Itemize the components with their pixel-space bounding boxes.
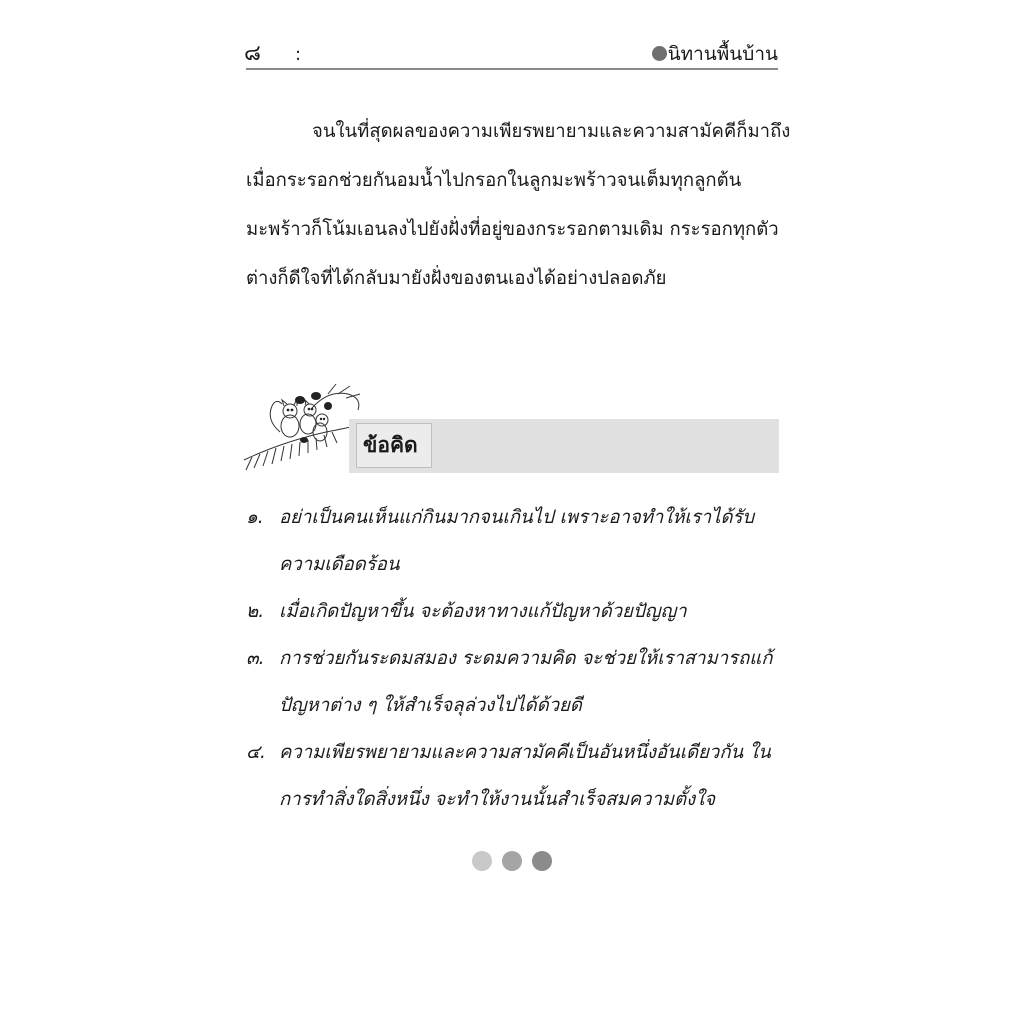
paragraph-line: มะพร้าวก็โน้มเอนลงไปยังฝั่งที่อยู่ของกระรอกตามเดิม กระรอกทุกตัว bbox=[246, 219, 779, 240]
end-dot-icon bbox=[472, 851, 492, 871]
list-item bbox=[246, 594, 779, 641]
list-item bbox=[246, 735, 779, 829]
list-item-line: เมื่อเกิดปัญหาขึ้น จะต้องหาทางแก้ปัญหาด้วยปัญญา bbox=[279, 601, 687, 622]
list-item-number: ๑. bbox=[246, 507, 264, 528]
list-item-number: ๔. bbox=[246, 742, 266, 763]
header-colon: : bbox=[295, 44, 302, 65]
squirrels-illustration-icon bbox=[242, 380, 364, 472]
page-number: ๘ bbox=[244, 41, 261, 66]
lessons-list bbox=[246, 500, 779, 829]
list-item-line: อย่าเป็นคนเห็นแก่กินมากจนเกินไป เพราะอาจทำให้เราได้รับ bbox=[279, 507, 755, 528]
header-rule bbox=[246, 68, 778, 70]
list-item-line: ความเดือดร้อน bbox=[279, 554, 400, 575]
end-dots-icon bbox=[472, 851, 556, 873]
paragraph-line: ต่างก็ดีใจที่ได้กลับมายังฝั่งของตนเองได้อย่างปลอดภัย bbox=[246, 268, 667, 289]
list-item bbox=[246, 641, 779, 735]
paragraph-line: จนในที่สุดผลของความเพียรพยายามและความสามัคคีก็มาถึง bbox=[312, 121, 791, 142]
list-item-number: ๒. bbox=[246, 601, 265, 622]
book-title: นิทานพื้นบ้าน bbox=[667, 43, 778, 65]
list-item-line: ความเพียรพยายามและความสามัคคีเป็นอันหนึ่งอันเดียวกัน ใน bbox=[279, 742, 771, 763]
list-item bbox=[246, 500, 779, 594]
list-item-line: การช่วยกันระดมสมอง ระดมความคิด จะช่วยให้เราสามารถแก้ bbox=[279, 648, 773, 669]
paragraph-line: เมื่อกระรอกช่วยกันอมน้ำไปกรอกในลูกมะพร้าวจนเต็มทุกลูกต้น bbox=[246, 170, 742, 191]
end-dot-icon bbox=[502, 851, 522, 871]
header-dot-icon bbox=[652, 46, 667, 61]
section-heading: ข้อคิด bbox=[363, 433, 418, 457]
list-item-line: การทำสิ่งใดสิ่งหนึ่ง จะทำให้งานนั้นสำเร็จสมความตั้งใจ bbox=[279, 789, 716, 810]
end-dot-icon bbox=[532, 851, 552, 871]
list-item-number: ๓. bbox=[246, 648, 265, 669]
story-paragraph bbox=[246, 114, 791, 310]
list-item-line: ปัญหาต่าง ๆ ให้สำเร็จลุล่วงไปได้ด้วยดี bbox=[279, 695, 582, 716]
